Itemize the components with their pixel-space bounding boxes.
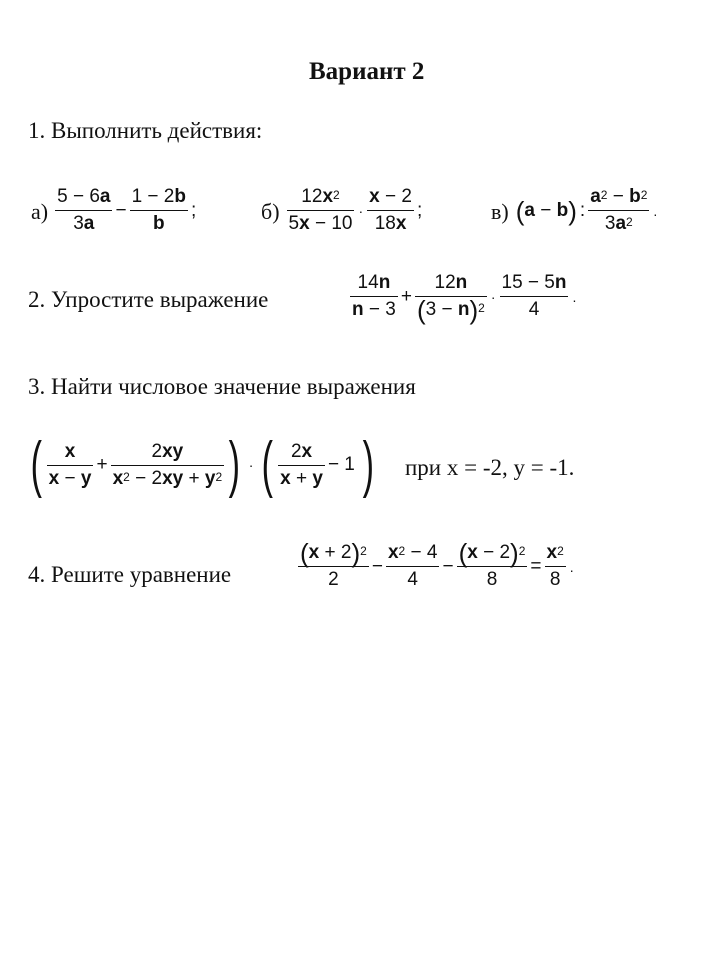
task-4-expression: $\frac{(x + 2)^2}{2}$ − $\frac{x^2 - 4}{4}$ − $\frac{(x - 2)^2}{8}$ = $\frac{x^2}{8}$ . xyxy=(298,540,578,593)
task-4-text: 4. Решите уравнение xyxy=(28,562,232,587)
task-1a xyxy=(28,184,199,237)
task-2-text: 2. Упростите выражение xyxy=(28,287,269,312)
task-3-condition: при x = -2, y = -1. xyxy=(405,455,575,480)
task-1a-label: а) xyxy=(31,198,49,224)
task-1a-expression: $\frac{5 - 6a}{3a}$ − $\frac{1 - 2b}{b}$ ; xyxy=(55,200,199,221)
task-1b xyxy=(258,184,425,237)
task-3-expression: ( $\frac{x}{x - y}$ + $\frac{2xy}{x^2 - 2xy + y^2}$ ) · ( $\frac{2x}{x + y}$ − 1 ) xyxy=(30,430,374,499)
task-1b-expression: $\frac{12x^2}{5x - 10}$ · $\frac{x - 2}{18x}$ ; xyxy=(287,200,426,221)
task-1c-expression: (a − b) : $\frac{a^2 - b^2}{3a^2}$ . xyxy=(516,200,662,221)
task-3-text: 3. Найти числовое значение выражения xyxy=(28,374,416,399)
task-1c xyxy=(488,184,661,237)
page-title: Вариант 2 xyxy=(309,58,425,85)
task-1-text: 1. Выполнить действия: xyxy=(28,118,263,143)
task-1b-label: б) xyxy=(261,198,280,224)
task-2-expression: $\frac{14n}{n - 3}$ + $\frac{12n}{(3 - n)^2}$ · $\frac{15 - 5n}{4}$ . xyxy=(352,272,577,325)
task-1c-label: в) xyxy=(491,198,509,224)
